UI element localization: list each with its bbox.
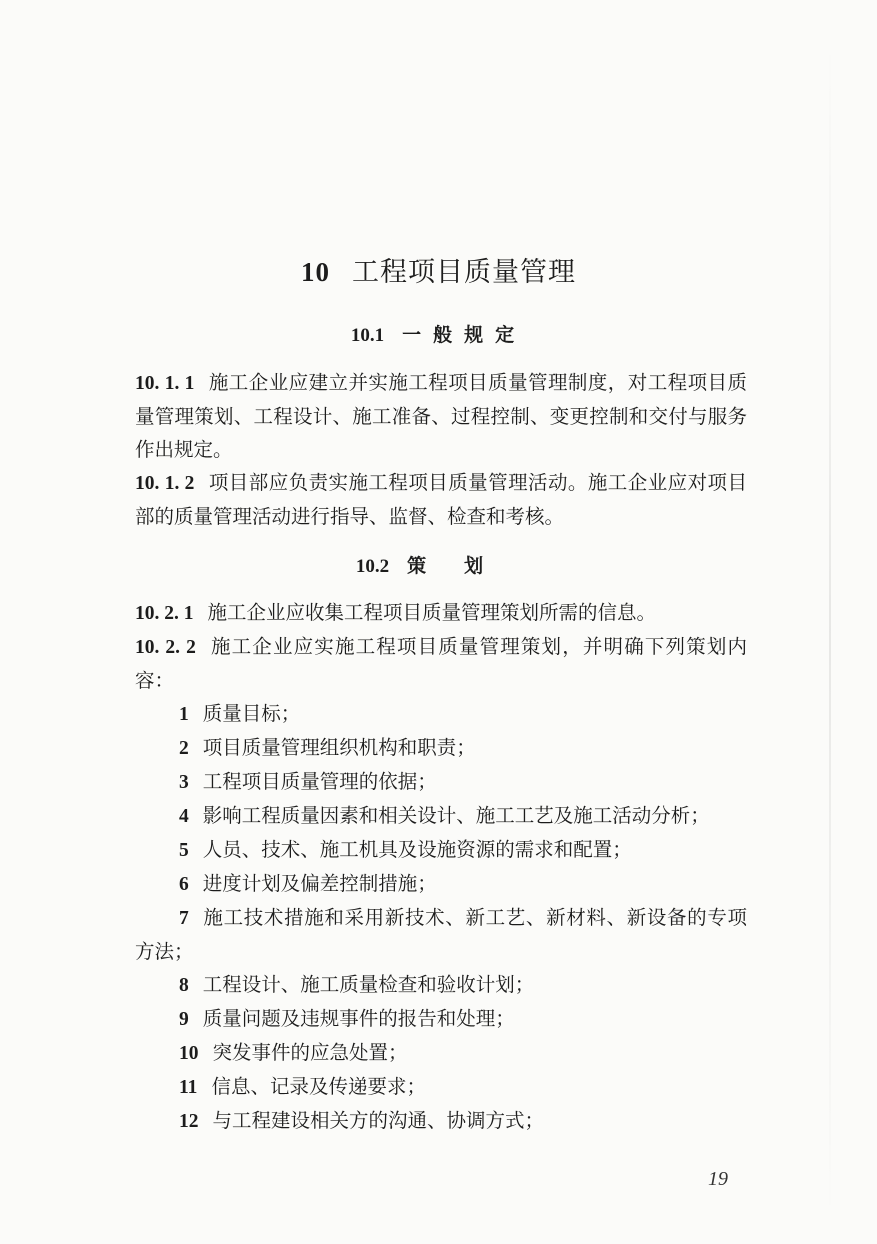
list-item [135,901,747,968]
list-item [135,731,747,765]
list-item-number: 9 [179,1009,189,1030]
page-edge-shadow [829,40,831,1220]
clause-10-1-1 [135,366,747,466]
list-item-text: 质量目标； [202,702,301,725]
clause-text: 项目部应负责实施工程项目质量管理活动。施工企业应对项目部的质量管理活动进行指导、监督、检查和考核。 [135,471,747,528]
chapter-title [0,250,877,289]
section-number: 10.1 [350,325,385,346]
list-item-number: 2 [179,738,189,759]
list-item-text: 项目质量管理组织机构和职责； [202,736,476,759]
list-item [135,867,747,901]
section-title-10-2 [0,551,877,578]
list-item-text: 工程项目质量管理的依据； [202,770,437,793]
section-number: 10.2 [355,556,390,577]
list-item [135,799,747,833]
list-item-number: 8 [179,975,189,996]
section-title-text: 一般规定 [402,324,527,346]
list-item [135,697,747,731]
list-item-text: 突发事件的应急处置； [212,1041,408,1064]
list-item-text: 工程设计、施工质量检查和验收计划； [202,973,535,996]
clause-10-1-2 [135,466,747,533]
clause-10-2-1 [135,596,747,630]
list-item-number: 10 [179,1043,199,1064]
list-item [135,1070,747,1104]
list-item [135,1036,747,1070]
list-item-number: 3 [179,772,189,793]
clause-number: 10. 1. 1 [135,373,195,394]
list-item-number: 5 [179,840,189,861]
chapter-number: 10 [301,257,330,287]
list-item [135,968,747,1002]
clause-text: 施工企业应收集工程项目质量管理策划所需的信息。 [207,601,657,624]
section-10-1-body [135,366,747,533]
clause-10-2-2 [135,630,747,697]
list-item-text: 施工技术措施和采用新技术、新工艺、新材料、新设备的专项方法； [135,906,747,963]
list-item-number: 7 [179,908,189,929]
clause-text: 施工企业应建立并实施工程项目质量管理制度，对工程项目质量管理策划、工程设计、施工准备、过程控制、变更控制和交付与服务作出规定。 [135,371,747,461]
section-10-2-body [135,596,747,1138]
clause-number: 10. 1. 2 [135,473,195,494]
list-item [135,765,747,799]
chapter-title-text: 工程项目质量管理 [352,257,576,288]
section-title-10-1 [0,320,877,347]
list-item-text: 影响工程质量因素和相关设计、施工工艺及施工活动分析； [202,804,710,827]
list-item-text: 人员、技术、施工机具及设施资源的需求和配置； [202,838,632,861]
list-item-text: 与工程建设相关方的沟通、协调方式； [212,1109,545,1132]
list-item-text: 进度计划及偏差控制措施； [202,872,437,895]
clause-number: 10. 2. 2 [135,637,196,658]
clause-text: 施工企业应实施工程项目质量管理策划，并明确下列策划内容： [135,635,747,692]
list-item-text: 质量问题及违规事件的报告和处理； [202,1007,515,1030]
list-item-number: 12 [179,1111,199,1132]
page-number: 19 [708,1168,728,1190]
list-item-number: 1 [179,704,189,725]
list-item [135,1002,747,1036]
list-item [135,833,747,867]
list-item-number: 11 [179,1077,198,1098]
list-item-text: 信息、记录及传递要求； [211,1075,426,1098]
list-item-number: 6 [179,874,189,895]
section-title-text: 策划 [407,555,522,577]
list-item [135,1104,747,1138]
clause-number: 10. 2. 1 [135,603,194,624]
list-item-number: 4 [179,806,189,827]
